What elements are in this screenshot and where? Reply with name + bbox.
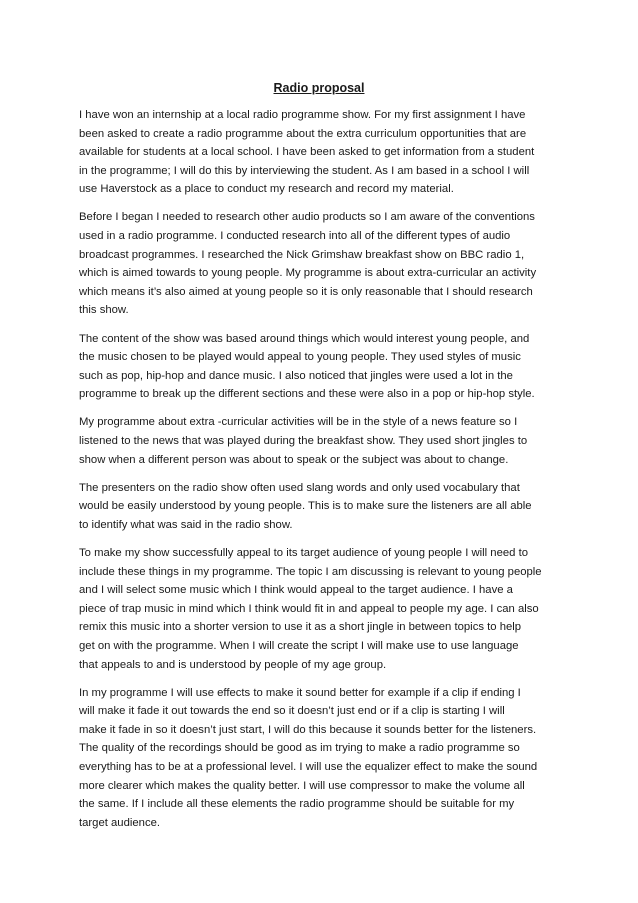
text-line: will make it fade it out towards the end so it doesn’t just end or if a clip is starting I will <box>79 705 505 718</box>
paragraph <box>79 208 561 320</box>
text-line: The presenters on the radio show often used slang words and only used vocabulary that <box>79 481 520 494</box>
text-line: Before I began I needed to research other audio products so I am aware of the conventions <box>79 211 535 224</box>
text-line: the music chosen to be played would appeal to young people. They used styles of music <box>79 351 521 364</box>
text-line: I have won an internship at a local radio programme show. For my first assignment I have <box>79 109 526 121</box>
text-line: which means it’s also aimed at young people so it is only reasonable that I should research <box>79 285 533 298</box>
text-line: used in a radio programme. I conducted research into all of the different types of audio <box>79 230 511 243</box>
text-line: remix this music into a shorter version to use it as a short jingle in between topics to help <box>79 621 522 634</box>
text-line: show when a different person was about to speak or the subject was about to change. <box>79 453 509 466</box>
text-line: The quality of the recordings should be good as im trying to make a radio programme so <box>79 742 520 755</box>
text-line: would be easily understood by young people. This is to make sure the listeners are all able <box>79 500 532 513</box>
text-line: that appeals to and is understood by people of my age group. <box>79 658 387 671</box>
text-line: everything has to be at a professional level. I will use the equalizer effect to make the sound <box>79 761 538 773</box>
text-line: target audience. <box>79 816 161 829</box>
document-body <box>79 106 561 842</box>
text-line: piece of trap music in mind which I think would fit in and appeal to people my age. I can also <box>79 602 539 615</box>
paragraph <box>79 330 561 404</box>
paragraph <box>79 106 561 199</box>
text-line: been asked to create a radio programme about the extra curriculum opportunities that are <box>79 127 527 140</box>
paragraph <box>79 479 561 535</box>
text-line: the same. If I include all these elements the radio programme should be suitable for my <box>79 798 515 811</box>
text-line: The content of the show was based around things which would interest young people, and <box>79 332 530 345</box>
text-line: In my programme I will use effects to make it sound better for example if a clip if ending I <box>79 686 521 699</box>
text-line: programme to break up the different sections and these were also in a pop or hip-hop style. <box>79 388 535 401</box>
text-line: make it fade in so it doesn’t just start, I will do this because it sounds better for the listeners. <box>79 723 537 736</box>
paragraph <box>79 544 561 674</box>
text-line: use Haverstock as a place to conduct my research and record my material. <box>79 183 454 196</box>
text-line: broadcast programmes. I researched the Nick Grimshaw breakfast show on BBC radio 1, <box>79 248 525 261</box>
paragraph <box>79 684 561 833</box>
text-line: To make my show successfully appeal to its target audience of young people I will need to <box>79 546 528 559</box>
text-line: and I will select some music which I think would appeal to the target audience. I have a <box>79 584 513 597</box>
text-line: which is aimed towards to young people. My programme is about extra-curricular an activity <box>79 267 537 280</box>
text-line: available for students at a local school. I have been asked to get information from a student <box>79 146 535 159</box>
document-title: Radio proposal <box>273 81 365 95</box>
paragraph <box>79 413 561 469</box>
text-line: listened to the news that was played during the breakfast show. They used short jingles to <box>79 435 528 447</box>
text-line: to identify what was said in the radio show. <box>79 518 293 531</box>
text-line: get on with the programme. When I will create the script I will make use to use language <box>79 639 519 652</box>
text-line: such as pop, hip-hop and dance music. I also noticed that jingles were used a lot in the <box>79 369 513 382</box>
text-line: in the programme; I will do this by interviewing the student. As I am based in a school I will <box>79 164 530 177</box>
text-line: this show. <box>79 304 129 317</box>
text-line: My programme about extra -curricular activities will be in the style of a news feature so I <box>79 416 518 429</box>
text-line: more clearer which makes the quality better. I will use compressor to make the volume all <box>79 779 525 792</box>
text-line: include these things in my programme. The topic I am discussing is relevant to young people <box>79 565 542 578</box>
